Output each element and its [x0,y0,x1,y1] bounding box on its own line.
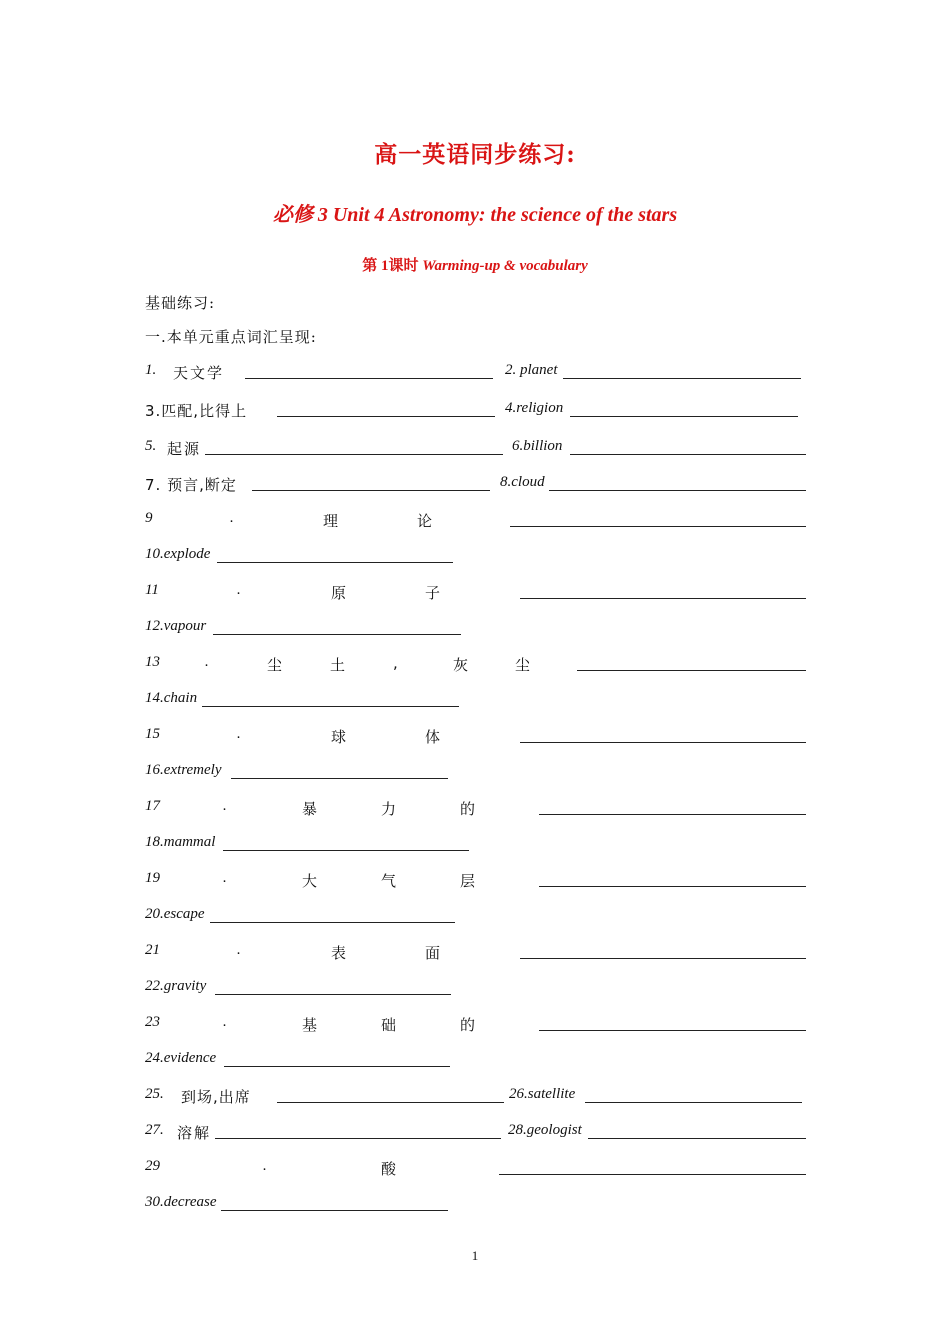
item-number: 25. [145,1086,164,1102]
doc-subtitle: 必修 3 Unit 4 Astronomy: the science of the stars [272,204,678,226]
item-prompt: 20.escape [145,906,205,922]
vocab-row [145,1158,815,1180]
vocab-row [145,618,815,640]
vocab-row [145,834,815,856]
item-char: 尘 [267,656,285,674]
item-number: 21 [145,942,160,958]
answer-blank[interactable] [215,1138,501,1139]
item-dot: . [205,654,209,670]
vocab-row [145,474,815,496]
item-number: 11 [145,582,159,598]
answer-blank[interactable] [277,416,495,417]
item-prompt: 起源 [167,440,202,458]
lesson-heading [0,254,950,275]
vocab-row [145,798,815,820]
item-char: 础 [381,1016,399,1034]
vocab-row [145,870,815,892]
answer-blank[interactable] [224,1066,450,1067]
answer-blank[interactable] [577,670,806,671]
item-char: 尘 [515,656,533,674]
item-prompt: 16.extremely [145,762,222,778]
item-char: 灰 [453,656,471,674]
item-number: 19 [145,870,160,886]
vocab-row [145,438,815,460]
vocab-row [145,1050,815,1072]
item-prompt: 10.explode [145,546,211,562]
vocab-row [145,978,815,1000]
item-prompt: 18.mammal [145,834,216,850]
vocab-row [145,1122,815,1144]
item-number: 13 [145,654,160,670]
item-number: 29 [145,1158,160,1174]
answer-blank[interactable] [277,1102,504,1103]
item-prompt: 24.evidence [145,1050,217,1066]
item-char: 层 [460,872,478,890]
vocab-row [145,726,815,748]
item-dot: . [237,582,241,598]
item-prompt: 14.chain [145,690,198,706]
vocab-row [145,942,815,964]
answer-blank[interactable] [585,1102,802,1103]
item-prompt: 8.cloud [500,474,545,490]
item-char: 的 [460,800,478,818]
item-char: , [393,654,400,672]
page-number: 1 [471,1248,479,1263]
answer-blank[interactable] [510,526,806,527]
item-number: 27. [145,1122,164,1138]
vocab-row [145,1194,815,1216]
item-prompt: 溶解 [177,1124,212,1142]
item-prompt: 12.vapour [145,618,207,634]
item-char: 球 [331,728,349,746]
item-prompt: 2. planet [505,362,558,378]
item-prompt: 22.gravity [145,978,207,994]
item-prompt: 4.religion [505,400,564,416]
vocab-row [145,690,815,712]
item-char: 面 [425,944,443,962]
vocab-row [145,400,815,422]
item-prompt: 6.billion [512,438,563,454]
item-char: 暴 [302,800,320,818]
doc-title: 高一英语同步练习: [374,141,576,168]
answer-blank[interactable] [539,1030,806,1031]
item-number: 17 [145,798,160,814]
lesson-prefix: 第 1课时 [362,258,419,274]
item-prompt: 28.geologist [508,1122,582,1138]
answer-blank[interactable] [221,1210,448,1211]
item-char: 原 [331,584,349,602]
item-number: 1. [145,362,157,378]
item-dot: . [223,1014,227,1030]
answer-blank[interactable] [213,634,461,635]
answer-blank[interactable] [570,454,806,455]
item-dot: . [230,510,234,526]
item-dot: . [223,798,227,814]
answer-blank[interactable] [570,416,798,417]
vocab-row [145,362,815,384]
item-char: 体 [425,728,443,746]
item-char: 力 [381,800,399,818]
section-basic: 基础练习: [145,294,216,312]
item-prompt: 7. 预言,断定 [145,476,237,494]
vocab-row [145,582,815,604]
answer-blank[interactable] [223,850,469,851]
lesson-topic: Warming-up & vocabulary [422,258,588,274]
vocab-row [145,654,815,676]
item-prompt: 到场,出席 [181,1088,251,1106]
answer-blank[interactable] [520,742,806,743]
answer-blank[interactable] [539,886,806,887]
item-number: 5. [145,438,157,454]
item-dot: . [237,726,241,742]
answer-blank[interactable] [231,778,448,779]
item-char: 子 [425,584,443,602]
item-dot: . [263,1158,267,1174]
answer-blank[interactable] [499,1174,806,1175]
answer-blank[interactable] [563,378,801,379]
answer-blank[interactable] [520,958,806,959]
item-prompt: 天文学 [173,364,225,382]
item-prompt: 30.decrease [145,1194,217,1210]
item-number: 23 [145,1014,160,1030]
item-char: 酸 [381,1160,399,1178]
answer-blank[interactable] [205,454,503,455]
answer-blank[interactable] [217,562,453,563]
answer-blank[interactable] [202,706,459,707]
item-char: 土 [330,656,348,674]
item-dot: . [237,942,241,958]
vocab-row [145,510,815,532]
answer-blank[interactable] [215,994,451,995]
item-char: 论 [417,512,435,530]
item-char: 基 [302,1016,320,1034]
item-dot: . [223,870,227,886]
item-prompt: 3.匹配,比得上 [145,402,248,420]
answer-blank[interactable] [210,922,455,923]
answer-blank[interactable] [245,378,493,379]
item-char: 气 [381,872,399,890]
item-number: 9 [145,510,153,526]
item-char: 表 [331,944,349,962]
vocab-row [145,546,815,568]
section-part1: 一.本单元重点词汇呈现: [145,328,317,346]
vocab-row [145,1014,815,1036]
answer-blank[interactable] [549,490,806,491]
answer-blank[interactable] [588,1138,806,1139]
answer-blank[interactable] [520,598,806,599]
item-number: 15 [145,726,160,742]
item-prompt: 26.satellite [509,1086,576,1102]
answer-blank[interactable] [252,490,490,491]
vocab-row [145,906,815,928]
item-char: 理 [323,512,341,530]
vocab-row [145,762,815,784]
vocab-row [145,1086,815,1108]
answer-blank[interactable] [539,814,806,815]
item-char: 的 [460,1016,478,1034]
item-char: 大 [302,872,320,890]
